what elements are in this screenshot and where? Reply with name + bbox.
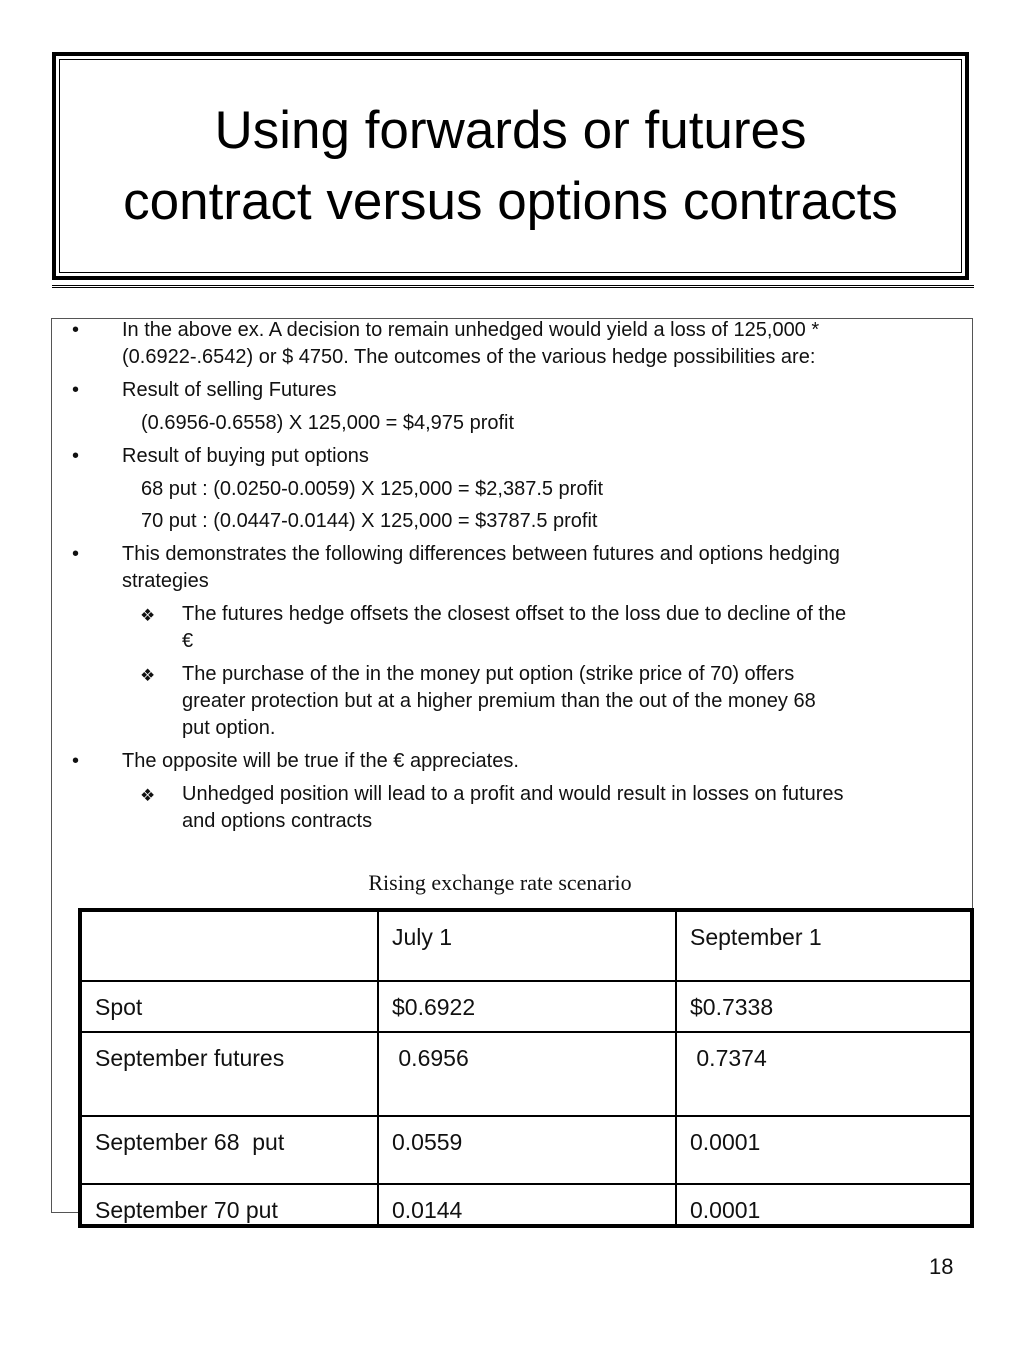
table-cell: 0.0001 [676, 1184, 972, 1226]
table-cell: 0.6956 [378, 1032, 676, 1116]
table-row [80, 1116, 972, 1184]
table-cell: September 68 put [80, 1116, 378, 1184]
table-row [80, 981, 972, 1032]
sub-bullet-text: Unhedged position will lead to a profit and would result in losses on futures [182, 783, 844, 805]
table-cell: $0.7338 [676, 981, 972, 1032]
bullet-marker: • [72, 319, 80, 341]
bullet-marker: • [72, 379, 80, 401]
rates-table [78, 908, 974, 1228]
table-header-cell [80, 910, 378, 981]
table-cell: September futures [80, 1032, 378, 1116]
sub-bullet-text: greater protection but at a higher premium than the out of the money 68 [182, 690, 816, 712]
table-row [80, 1032, 972, 1116]
table-cell: 0.7374 [676, 1032, 972, 1116]
calculation-text: (0.6956-0.6558) X 125,000 = $4,975 profit [141, 412, 515, 434]
sub-bullet-text: € [182, 630, 194, 652]
bullet-text: Result of selling Futures [122, 379, 337, 401]
bullet-text: This demonstrates the following differences between futures and options hedging [122, 543, 840, 565]
sub-bullet-text: put option. [182, 717, 276, 739]
table-cell: Spot [80, 981, 378, 1032]
diamond-bullet-icon: ❖ [140, 786, 156, 805]
table-header-row [80, 910, 972, 981]
title-divider [52, 285, 974, 288]
bullet-text: strategies [122, 570, 209, 592]
bullet-text: In the above ex. A decision to remain unhedged would yield a loss of 125,000 * [122, 319, 820, 341]
table-cell: 0.0144 [378, 1184, 676, 1226]
table-cell: September 70 put [80, 1184, 378, 1226]
table-caption: Rising exchange rate scenario [368, 870, 632, 895]
calculation-text: 70 put : (0.0447-0.0144) X 125,000 = $3787.5 profit [141, 510, 598, 532]
table-cell: 0.0559 [378, 1116, 676, 1184]
title-box [52, 52, 969, 280]
diamond-bullet-icon: ❖ [140, 666, 156, 685]
page-number: 18 [929, 1254, 954, 1279]
bullet-text: Result of buying put options [122, 445, 369, 467]
sub-bullet-text: The purchase of the in the money put option (strike price of 70) offers [182, 663, 795, 685]
table-cell: 0.0001 [676, 1116, 972, 1184]
slide-title: Using forwards or futures contract versus options contracts [123, 101, 898, 231]
bullet-text: (0.6922-.6542) or $ 4750. The outcomes of the various hedge possibilities are: [122, 346, 816, 368]
bullet-marker: • [72, 543, 80, 565]
table-row [80, 1184, 972, 1226]
bullet-text: The opposite will be true if the € appreciates. [122, 750, 519, 772]
sub-bullet-text: The futures hedge offsets the closest offset to the loss due to decline of the [182, 603, 847, 625]
table-header-cell: July 1 [378, 910, 676, 981]
table-header-cell: September 1 [676, 910, 972, 981]
diamond-bullet-icon: ❖ [140, 606, 156, 625]
calculation-text: 68 put : (0.0250-0.0059) X 125,000 = $2,387.5 profit [141, 478, 604, 500]
bullet-marker: • [72, 445, 80, 467]
table-cell: $0.6922 [378, 981, 676, 1032]
title-inner-border [59, 59, 962, 273]
sub-bullet-text: and options contracts [182, 810, 373, 832]
bullet-marker: • [72, 750, 80, 772]
